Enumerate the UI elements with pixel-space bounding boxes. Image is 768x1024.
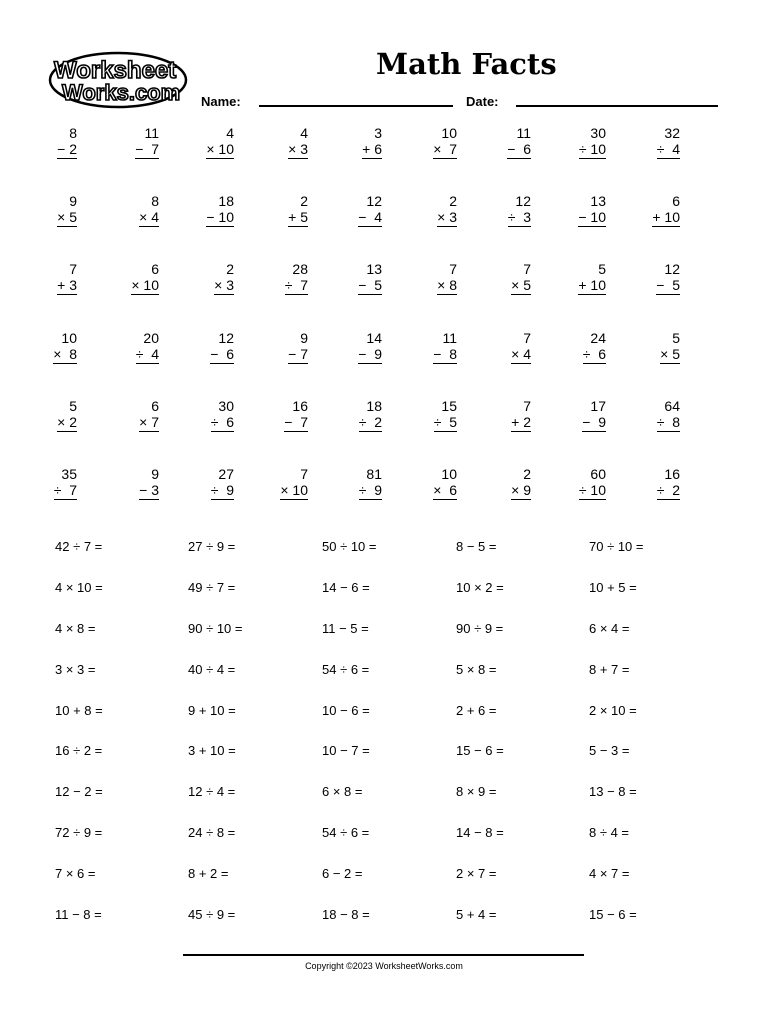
vertical-problem [79,463,159,523]
vertical-problem [302,327,382,387]
horizontal-problem: 54 ÷ 6 = [322,825,370,841]
horizontal-problem-row [0,783,768,824]
problem-top-number: 60 [590,465,606,482]
problem-top-number: 6 [151,261,159,278]
vertical-problem [228,122,308,182]
horizontal-problem: 9 + 10 = [188,702,236,718]
problem-top-number: 2 [226,261,234,278]
problem-top-number: 12 [664,261,680,278]
problem-operator-number: − 9 [358,345,382,362]
vertical-problem [302,463,382,523]
vertical-problem [154,258,234,318]
horizontal-problem: 5 + 4 = [456,907,497,923]
problem-top-number: 6 [672,193,680,210]
problem-top-number: 7 [523,397,531,414]
vertical-problem [154,395,234,455]
vertical-problem [377,395,457,455]
problem-top-number: 17 [590,397,606,414]
problem-operator-number: × 3 [288,141,308,157]
horizontal-problem: 10 − 7 = [322,743,370,759]
horizontal-problem: 4 × 7 = [589,866,630,882]
horizontal-problem: 4 × 10 = [55,579,103,595]
problem-top-number: 12 [218,329,234,346]
problem-top-number: 2 [300,193,308,210]
vertical-problems-grid [0,122,768,531]
vertical-problem [79,190,159,250]
problem-top-number: 7 [449,261,457,278]
problem-top-number: 12 [515,193,531,210]
vertical-problem [377,258,457,318]
vertical-problem [377,463,457,523]
problem-operator-number: ÷ 10 [578,141,606,157]
horizontal-problem: 8 + 2 = [188,866,229,882]
problem-top-number: 8 [69,125,77,141]
horizontal-problem-row [0,742,768,783]
vertical-problem [451,327,531,387]
problem-top-number: 64 [664,397,680,414]
vertical-problem [526,463,606,523]
problem-operator-number: − 7 [288,345,308,362]
problem-operator-number: + 6 [362,141,382,157]
horizontal-problem: 10 − 6 = [322,702,370,718]
problem-top-number: 35 [61,465,77,482]
problem-operator-number: − 10 [578,209,606,226]
horizontal-problem: 8 ÷ 4 = [589,825,630,841]
vertical-problem-row [0,258,768,326]
problem-top-number: 8 [151,193,159,210]
problem-operator-number: + 10 [652,209,680,226]
problem-top-number: 2 [523,465,531,482]
vertical-problem [0,463,77,523]
horizontal-problem: 49 ÷ 7 = [188,579,236,595]
vertical-problem [302,122,382,182]
problem-operator-number: − 5 [656,277,680,294]
problem-operator-number: − 3 [139,481,159,498]
problem-operator-number: − 9 [582,413,606,430]
horizontal-problem: 16 ÷ 2 = [55,743,103,759]
horizontal-problem: 15 − 6 = [456,743,504,759]
vertical-problem [228,190,308,250]
vertical-problem [526,190,606,250]
problem-top-number: 4 [300,125,308,141]
vertical-problem [79,395,159,455]
vertical-problem [526,122,606,182]
vertical-problem [377,122,457,182]
vertical-problem-row [0,122,768,190]
horizontal-problem: 11 − 5 = [322,620,369,636]
vertical-problem [600,395,680,455]
problem-top-number: 28 [292,261,308,278]
horizontal-problem: 14 − 6 = [322,579,370,595]
vertical-problem [302,190,382,250]
vertical-problem [0,190,77,250]
horizontal-problem: 2 × 10 = [589,702,637,718]
vertical-problem [228,258,308,318]
vertical-problem [154,463,234,523]
problem-top-number: 20 [143,329,159,346]
vertical-problem [600,258,680,318]
vertical-problem [0,258,77,318]
vertical-problem [0,395,77,455]
problem-top-number: 9 [151,465,159,482]
problem-operator-number: × 9 [511,481,531,498]
horizontal-problem: 2 × 7 = [456,866,497,882]
horizontal-problem-row [0,579,768,620]
problem-top-number: 7 [69,261,77,278]
problem-operator-number: × 8 [53,345,77,362]
problem-operator-number: ÷ 10 [578,481,606,498]
vertical-problem [228,463,308,523]
problem-top-number: 30 [218,397,234,414]
vertical-problem [600,327,680,387]
problem-top-number: 10 [441,125,457,141]
horizontal-problem: 24 ÷ 8 = [188,825,236,841]
problem-operator-number: × 5 [511,277,531,294]
horizontal-problem: 42 ÷ 7 = [55,539,103,554]
vertical-problem [0,122,77,182]
vertical-problem [451,395,531,455]
problem-operator-number: ÷ 9 [358,481,382,498]
horizontal-problem: 11 − 8 = [55,907,102,923]
date-field[interactable] [516,105,718,107]
name-label: Name: [201,94,241,109]
horizontal-problem: 90 ÷ 9 = [456,620,504,636]
problem-top-number: 13 [590,193,606,210]
horizontal-problem: 54 ÷ 6 = [322,661,370,677]
horizontal-problems-grid [0,538,768,947]
vertical-problem [302,395,382,455]
problem-top-number: 11 [442,329,457,346]
horizontal-problem: 2 + 6 = [456,702,497,718]
problem-operator-number: − 7 [135,141,159,157]
vertical-problem [154,190,234,250]
problem-operator-number: × 5 [660,345,680,362]
horizontal-problem: 70 ÷ 10 = [589,539,644,554]
horizontal-problem: 6 − 2 = [322,866,363,882]
problem-operator-number: ÷ 3 [507,209,531,226]
problem-operator-number: × 5 [57,209,77,226]
problem-top-number: 5 [672,329,680,346]
horizontal-problem: 90 ÷ 10 = [188,620,243,636]
problem-operator-number: × 2 [57,413,77,430]
horizontal-problem: 14 − 8 = [456,825,504,841]
vertical-problem [79,327,159,387]
problem-operator-number: ÷ 2 [656,481,680,498]
horizontal-problem: 12 − 2 = [55,784,103,800]
problem-top-number: 5 [69,397,77,414]
problem-top-number: 5 [598,261,606,278]
problem-operator-number: ÷ 6 [210,413,234,430]
horizontal-problem: 6 × 8 = [322,784,363,800]
horizontal-problem: 7 × 6 = [55,866,96,882]
horizontal-problem-row [0,538,768,579]
vertical-problem [0,327,77,387]
horizontal-problem-row [0,620,768,661]
problem-operator-number: × 10 [280,481,308,498]
vertical-problem-row [0,327,768,395]
problem-top-number: 16 [292,397,308,414]
vertical-problem [154,122,234,182]
vertical-problem [377,327,457,387]
horizontal-problem: 10 + 8 = [55,702,103,718]
problem-operator-number: + 5 [288,209,308,226]
vertical-problem [600,190,680,250]
problem-operator-number: − 8 [433,345,457,362]
problem-top-number: 9 [69,193,77,210]
horizontal-problem: 13 − 8 = [589,784,637,800]
horizontal-problem: 18 − 8 = [322,907,370,923]
vertical-problem [526,258,606,318]
problem-top-number: 14 [366,329,382,346]
problem-top-number: 18 [366,397,382,414]
vertical-problem [451,258,531,318]
problem-top-number: 11 [516,125,531,141]
vertical-problem [228,327,308,387]
horizontal-problem: 8 × 9 = [456,784,497,800]
problem-operator-number: × 7 [433,141,457,157]
vertical-problem [302,258,382,318]
problem-top-number: 7 [300,465,308,482]
problem-top-number: 7 [523,329,531,346]
problem-operator-number: × 4 [139,209,159,226]
vertical-problem [451,463,531,523]
problem-top-number: 10 [61,329,77,346]
problem-operator-number: × 6 [433,481,457,498]
vertical-problem [526,327,606,387]
problem-operator-number: + 3 [57,277,77,294]
page-title: Math Facts [376,47,557,81]
problem-top-number: 16 [664,465,680,482]
problem-top-number: 24 [590,329,606,346]
problem-top-number: 10 [441,465,457,482]
problem-operator-number: ÷ 8 [656,413,680,430]
vertical-problem [154,327,234,387]
logo-line-2: Works.com [62,80,181,105]
horizontal-problem: 8 − 5 = [456,539,497,554]
problem-operator-number: − 5 [358,277,382,294]
footer-divider [183,954,584,956]
problem-top-number: 18 [218,193,234,210]
horizontal-problem-row [0,702,768,743]
problem-operator-number: − 2 [57,141,77,157]
problem-operator-number: ÷ 5 [433,413,457,430]
vertical-problem [228,395,308,455]
problem-top-number: 2 [449,193,457,210]
problem-operator-number: × 3 [437,209,457,226]
problem-top-number: 30 [590,125,606,141]
horizontal-problem: 4 × 8 = [55,620,96,636]
problem-top-number: 9 [300,329,308,346]
vertical-problem-row [0,395,768,463]
horizontal-problem: 15 − 6 = [589,907,637,923]
problem-operator-number: × 3 [214,277,234,294]
problem-operator-number: ÷ 7 [53,481,77,498]
horizontal-problem-row [0,661,768,702]
vertical-problem [377,190,457,250]
horizontal-problem: 72 ÷ 9 = [55,825,103,841]
horizontal-problem: 6 × 4 = [589,620,630,636]
vertical-problem [451,122,531,182]
problem-top-number: 81 [366,465,382,482]
problem-operator-number: ÷ 4 [135,345,159,362]
vertical-problem-row [0,190,768,258]
vertical-problem-row [0,463,768,531]
vertical-problem [451,190,531,250]
problem-operator-number: ÷ 6 [582,345,606,362]
problem-operator-number: × 8 [437,277,457,294]
name-field[interactable] [259,105,453,107]
horizontal-problem-row [0,865,768,906]
vertical-problem [600,463,680,523]
horizontal-problem: 3 × 3 = [55,661,96,677]
problem-top-number: 3 [374,125,382,141]
problem-operator-number: × 10 [206,141,234,157]
problem-top-number: 4 [226,125,234,141]
horizontal-problem: 5 − 3 = [589,743,630,759]
problem-operator-number: − 10 [206,209,234,226]
problem-top-number: 12 [366,193,382,210]
horizontal-problem: 10 + 5 = [589,579,637,595]
problem-operator-number: ÷ 4 [656,141,680,157]
problem-operator-number: × 7 [139,413,159,430]
vertical-problem [79,258,159,318]
worksheetworks-logo [48,50,190,112]
problem-top-number: 7 [523,261,531,278]
horizontal-problem: 45 ÷ 9 = [188,907,236,923]
problem-operator-number: − 6 [210,345,234,362]
problem-operator-number: ÷ 7 [284,277,308,294]
problem-operator-number: ÷ 9 [210,481,234,498]
horizontal-problem-row [0,824,768,865]
horizontal-problem: 40 ÷ 4 = [188,661,236,677]
vertical-problem [526,395,606,455]
problem-top-number: 15 [441,397,457,414]
horizontal-problem: 50 ÷ 10 = [322,539,377,554]
problem-operator-number: + 2 [511,413,531,430]
problem-top-number: 13 [366,261,382,278]
date-label: Date: [466,94,499,109]
horizontal-problem: 3 + 10 = [188,743,236,759]
horizontal-problem: 5 × 8 = [456,661,497,677]
vertical-problem [600,122,680,182]
logo-line-1: Worksheet [54,57,177,84]
horizontal-problem: 27 ÷ 9 = [188,539,236,554]
vertical-problem [79,122,159,182]
problem-operator-number: − 4 [358,209,382,226]
horizontal-problem-row [0,906,768,947]
horizontal-problem: 8 + 7 = [589,661,630,677]
problem-top-number: 6 [151,397,159,414]
problem-top-number: 27 [218,465,234,482]
problem-operator-number: + 10 [578,277,606,294]
problem-operator-number: − 6 [507,141,531,157]
problem-operator-number: − 7 [284,413,308,430]
horizontal-problem: 12 ÷ 4 = [188,784,236,800]
problem-top-number: 11 [144,125,159,141]
problem-top-number: 32 [664,125,680,141]
problem-operator-number: ÷ 2 [358,413,382,430]
copyright-text: Copyright ©2023 WorksheetWorks.com [305,961,463,971]
problem-operator-number: × 10 [131,277,159,294]
problem-operator-number: × 4 [511,345,531,362]
horizontal-problem: 10 × 2 = [456,579,504,595]
